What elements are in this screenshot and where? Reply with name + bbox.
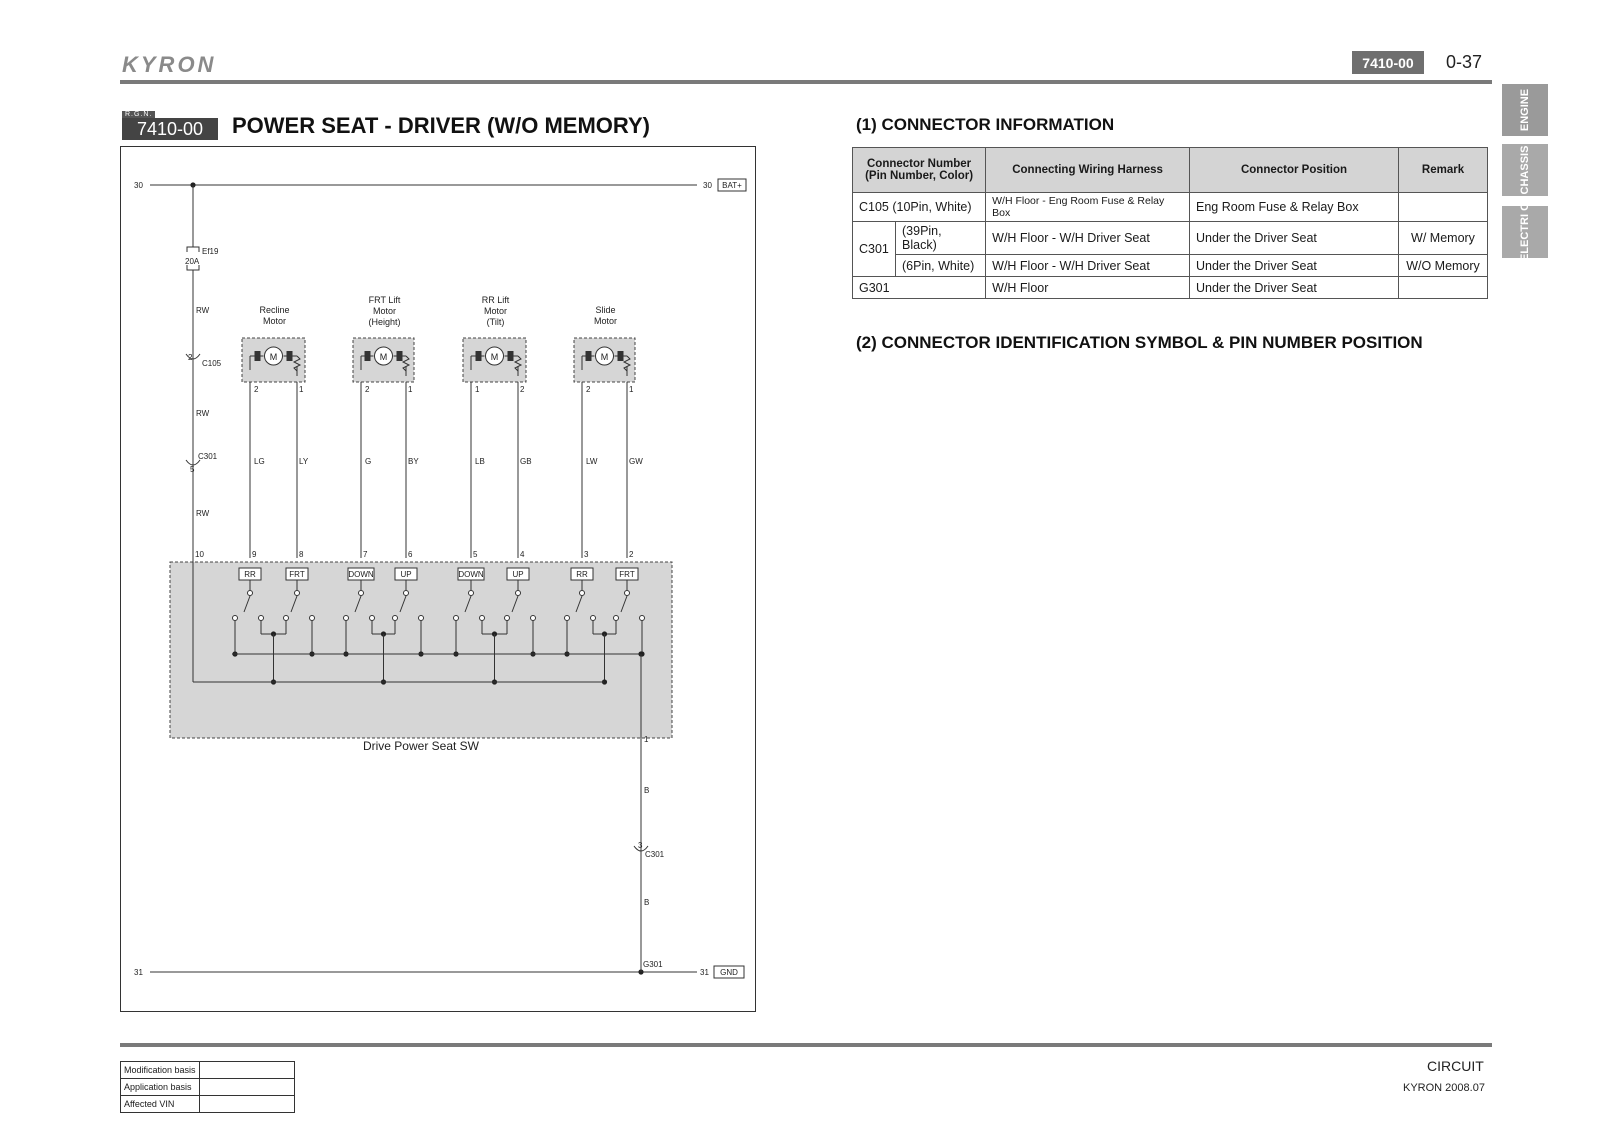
wire-color-label: LW [585,456,597,466]
switch-contact [369,615,374,620]
wire-color-label: GW [628,456,643,466]
switch-pin: 2 [628,549,633,559]
wire-color-label: RW [195,305,209,315]
motor-pin: 2 [519,384,524,394]
table-header-row [853,148,1488,193]
switch-button-label: FRT [618,569,635,579]
c301-label: C301 [197,451,217,461]
symbol-heading: (2) CONNECTOR IDENTIFICATION SYMBOL & PIN NUMBER POSITION [856,333,1423,352]
table-row [121,1079,295,1096]
connector-info-table [852,147,1488,299]
switch-contact [392,615,397,620]
footer-rule [120,1043,1492,1047]
switch-contact [468,590,473,595]
cell-connector: C105 (10Pin, White) [853,193,986,222]
motor-label: Motor [483,305,507,316]
cell-connector: C301 [853,222,896,277]
header-position: Connector Position [1190,148,1399,193]
wire-color-label: RW [195,408,209,418]
switch-contact [515,590,520,595]
switch-contact [639,615,644,620]
switch-label: Drive Power Seat SW [362,738,479,753]
switch-pin: 3 [583,549,588,559]
title-code-badge: 7410-00 [122,118,218,140]
table-row [121,1062,295,1079]
motor-brush [286,351,292,361]
switch-contact [247,590,252,595]
cell-position: Under the Driver Seat [1190,255,1399,277]
switch-pin: 7 [362,549,367,559]
cell-connector: G301 [853,277,986,299]
connector-info-heading: (1) CONNECTOR INFORMATION [856,115,1115,134]
cell-harness: W/H Floor - W/H Driver Seat [986,222,1190,255]
motor-pin: 2 [253,384,258,394]
motor-label: Motor [593,315,617,326]
switch-button-label: DOWN [347,569,374,579]
switch-pin: 6 [407,549,412,559]
wire-color-label: LY [298,456,308,466]
bottom-terminal-label: 31 [133,967,143,977]
motor-symbol: M [269,351,277,362]
switch-contact [358,590,363,595]
switch-contact [403,590,408,595]
switch-contact [258,615,263,620]
gnd-label: GND [719,967,738,977]
cell-position: Under the Driver Seat [1190,222,1399,255]
motor-pin: 2 [364,384,369,394]
cell-remark [1399,193,1488,222]
mod-label: Modification basis [121,1062,200,1079]
switch-button-label: RR [243,569,256,579]
switch-contact [283,615,288,620]
top-terminal-right-label: 30 [702,180,712,190]
wire-color-label: GB [519,456,532,466]
table-row [853,222,1488,255]
motor-brush [396,351,402,361]
cell-pin: (6Pin, White) [896,255,986,277]
mod-label: Affected VIN [121,1096,200,1113]
motor-pin: 1 [407,384,412,394]
switch-contact [504,615,509,620]
c301-pin: 5 [189,464,194,474]
motor-brush [364,351,370,361]
switch-button-label: RR [575,569,588,579]
motor-pin: 1 [298,384,303,394]
switch-button-label: UP [511,569,524,579]
switch-contact [479,615,484,620]
tab-engine[interactable]: ENGINE [1502,84,1548,136]
motor-pin: 1 [628,384,633,394]
switch-button-label: DOWN [457,569,484,579]
g301-label: G301 [642,959,663,969]
header-connector: Connector Number (Pin Number, Color) [853,148,986,193]
tab-chassis[interactable]: CHASSIS [1502,144,1548,196]
cell-remark: W/ Memory [1399,222,1488,255]
wire-color-label: LG [253,456,265,466]
switch-contact [579,590,584,595]
wire-color-label: RW [195,508,209,518]
switch-contact [418,615,423,620]
motor-pin: 1 [474,384,479,394]
table-row [853,193,1488,222]
switch-ground-pin: 1 [643,734,648,744]
motor-label: Motor [262,315,286,326]
motor-label: Recline [258,304,290,315]
switch-contact [232,615,237,620]
footer-circuit: CIRCUIT [1427,1058,1484,1074]
fuse-rating: 20A [184,256,199,266]
cell-pin: (39Pin, Black) [896,222,986,255]
motor-brush [585,351,591,361]
switch-contact [309,615,314,620]
section-code-badge: 7410-00 [1352,51,1424,74]
page-number: 0-37 [1446,52,1483,72]
wire-color-label: LB [474,456,485,466]
wiring-diagram [120,146,756,1012]
switch-contact [624,590,629,595]
header-harness: Connecting Wiring Harness [986,148,1190,193]
motor-brush [617,351,623,361]
wire-color-label: B [643,785,649,795]
cell-position: Eng Room Fuse & Relay Box [1190,193,1399,222]
cell-harness: W/H Floor - Eng Room Fuse & Relay Box [986,193,1190,222]
motor-label: Motor [372,305,396,316]
switch-contact [294,590,299,595]
cell-harness: W/H Floor [986,277,1190,299]
motor-brush [254,351,260,361]
switch-contact [613,615,618,620]
switch-contact [564,615,569,620]
c105-label: C105 [201,358,221,368]
switch-button-label: UP [399,569,412,579]
header-rule [120,80,1492,84]
motor-label: Slide [594,304,616,315]
mod-value [199,1062,294,1079]
mod-label: Application basis [121,1079,200,1096]
fuse-top [187,247,199,252]
bottom-terminal-right-label: 31 [699,967,709,977]
header-remark: Remark [1399,148,1488,193]
modification-table [120,1061,295,1113]
switch-contact [590,615,595,620]
footer-model-date: KYRON 2008.07 [1403,1082,1485,1094]
motor-symbol: M [600,351,608,362]
cell-harness: W/H Floor - W/H Driver Seat [986,255,1190,277]
motor-pin: 2 [585,384,590,394]
page-title: POWER SEAT - DRIVER (W/O MEMORY) [232,113,650,138]
motor-label: FRT Lift [368,294,400,305]
c301-label-bottom: C301 [644,849,664,859]
c105-pin: 2 [187,352,192,362]
mod-value [199,1096,294,1113]
motor-symbol: M [490,351,498,362]
bat-label: BAT+ [721,180,742,190]
title-tag: R.G.N. [122,111,155,118]
switch-common-pin: 10 [194,549,204,559]
switch-button-label: FRT [288,569,305,579]
tab-electric[interactable]: ELECTRI C [1502,206,1548,258]
wiring-diagram-frame [120,146,756,1012]
motor-label: (Tilt) [486,316,504,327]
motor-label: (Height) [367,316,401,327]
motor-brush [475,351,481,361]
switch-contact [530,615,535,620]
switch-pin: 9 [251,549,256,559]
motor-brush [507,351,513,361]
cell-remark: W/O Memory [1399,255,1488,277]
cell-remark [1399,277,1488,299]
switch-contact [343,615,348,620]
c301-pin-bottom: 3 [637,840,642,850]
fuse-name: Ef19 [201,246,218,256]
motor-label: RR Lift [481,294,509,305]
switch-contact [453,615,458,620]
brand-logo: KYRON [122,52,217,77]
top-terminal-label: 30 [133,180,143,190]
table-row [121,1096,295,1113]
table-row [853,277,1488,299]
wire-color-label: B [643,897,649,907]
switch-pin: 5 [472,549,477,559]
wire-color-label: G [364,456,371,466]
mod-value [199,1079,294,1096]
switch-pin: 8 [298,549,303,559]
cell-position: Under the Driver Seat [1190,277,1399,299]
switch-pin: 4 [519,549,524,559]
wire-color-label: BY [407,456,419,466]
motor-symbol: M [379,351,387,362]
table-row [853,255,1488,277]
